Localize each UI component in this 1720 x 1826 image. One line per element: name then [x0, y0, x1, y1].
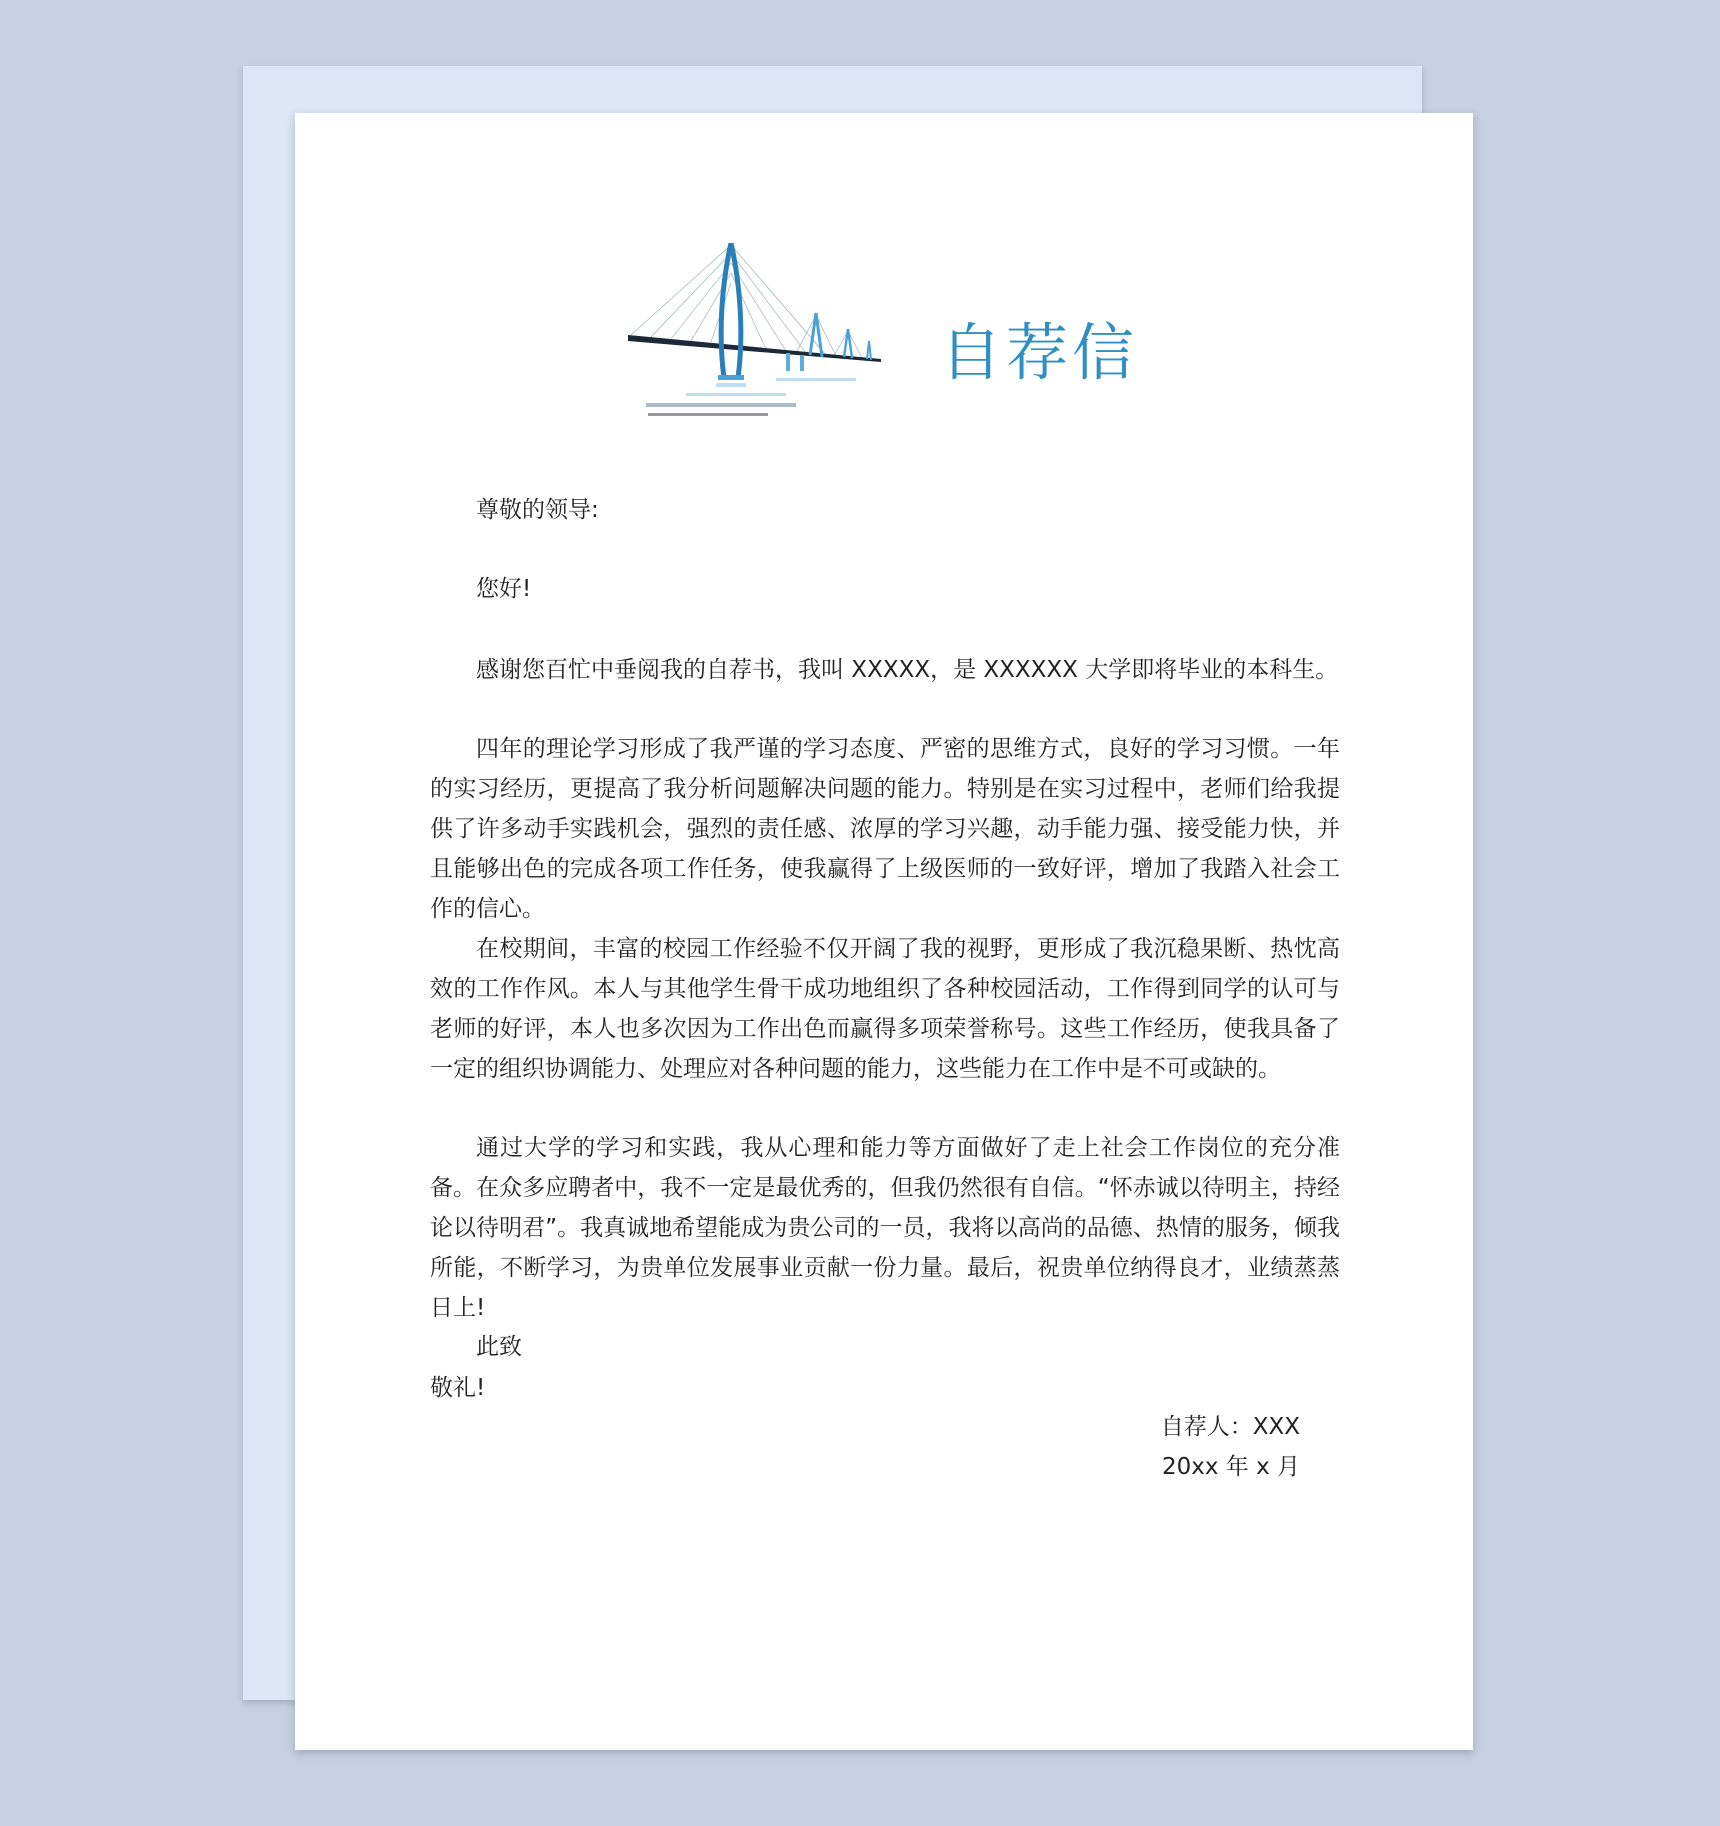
- bridge-illustration-icon: [626, 243, 886, 428]
- paragraph-1: 感谢您百忙中垂阅我的自荐书，我叫 XXXXX，是 XXXXXX 大学即将毕业的本科生。: [476, 657, 1339, 683]
- salutation: 尊敬的领导:: [476, 497, 599, 523]
- signature: 自荐人：XXX: [1160, 1414, 1300, 1440]
- letter-page: [295, 113, 1473, 1750]
- date: 20xx 年 x 月: [1161, 1454, 1300, 1480]
- letter-title: 自荐信: [940, 316, 1139, 389]
- closing-line-1: 此致: [476, 1334, 522, 1360]
- paragraph-4: 通过大学的学习和实践，我从心理和能力等方面做好了走上社会工作岗位的充分准备。在众多应聘者中，我不一定是最优秀的，但我仍然很有自信。“怀赤诚以待明主，持经论以待明君”。我真诚地希望能成为贵公司的一员，我将以高尚的品德、热情的服务，倾我所能，不断学习，为贵单位发展事业贡献一份力量。最后，祝贵单位纳得良才，业绩蒸蒸日上!: [430, 1135, 1340, 1321]
- paragraph-2: 四年的理论学习形成了我严谨的学习态度、严密的思维方式，良好的学习习惯。一年的实习经历，更提高了我分析问题解决问题的能力。特别是在实习过程中，老师们给我提供了许多动手实践机会，强烈的责任感、浓厚的学习兴趣，动手能力强、接受能力快，并且能够出色的完成各项工作任务，使我赢得了上级医师的一致好评，增加了我踏入社会工作的信心。: [430, 736, 1340, 922]
- greeting: 您好!: [476, 576, 532, 602]
- paragraph-3: 在校期间，丰富的校园工作经验不仅开阔了我的视野，更形成了我沉稳果断、热忱高效的工作作风。本人与其他学生骨干成功地组织了各种校园活动，工作得到同学的认可与老师的好评，本人也多次因为工作出色而赢得多项荣誉称号。这些工作经历，使我具备了一定的组织协调能力、处理应对各种问题的能力，这些能力在工作中是不可或缺的。: [430, 936, 1340, 1082]
- closing-line-2: 敬礼!: [430, 1375, 486, 1401]
